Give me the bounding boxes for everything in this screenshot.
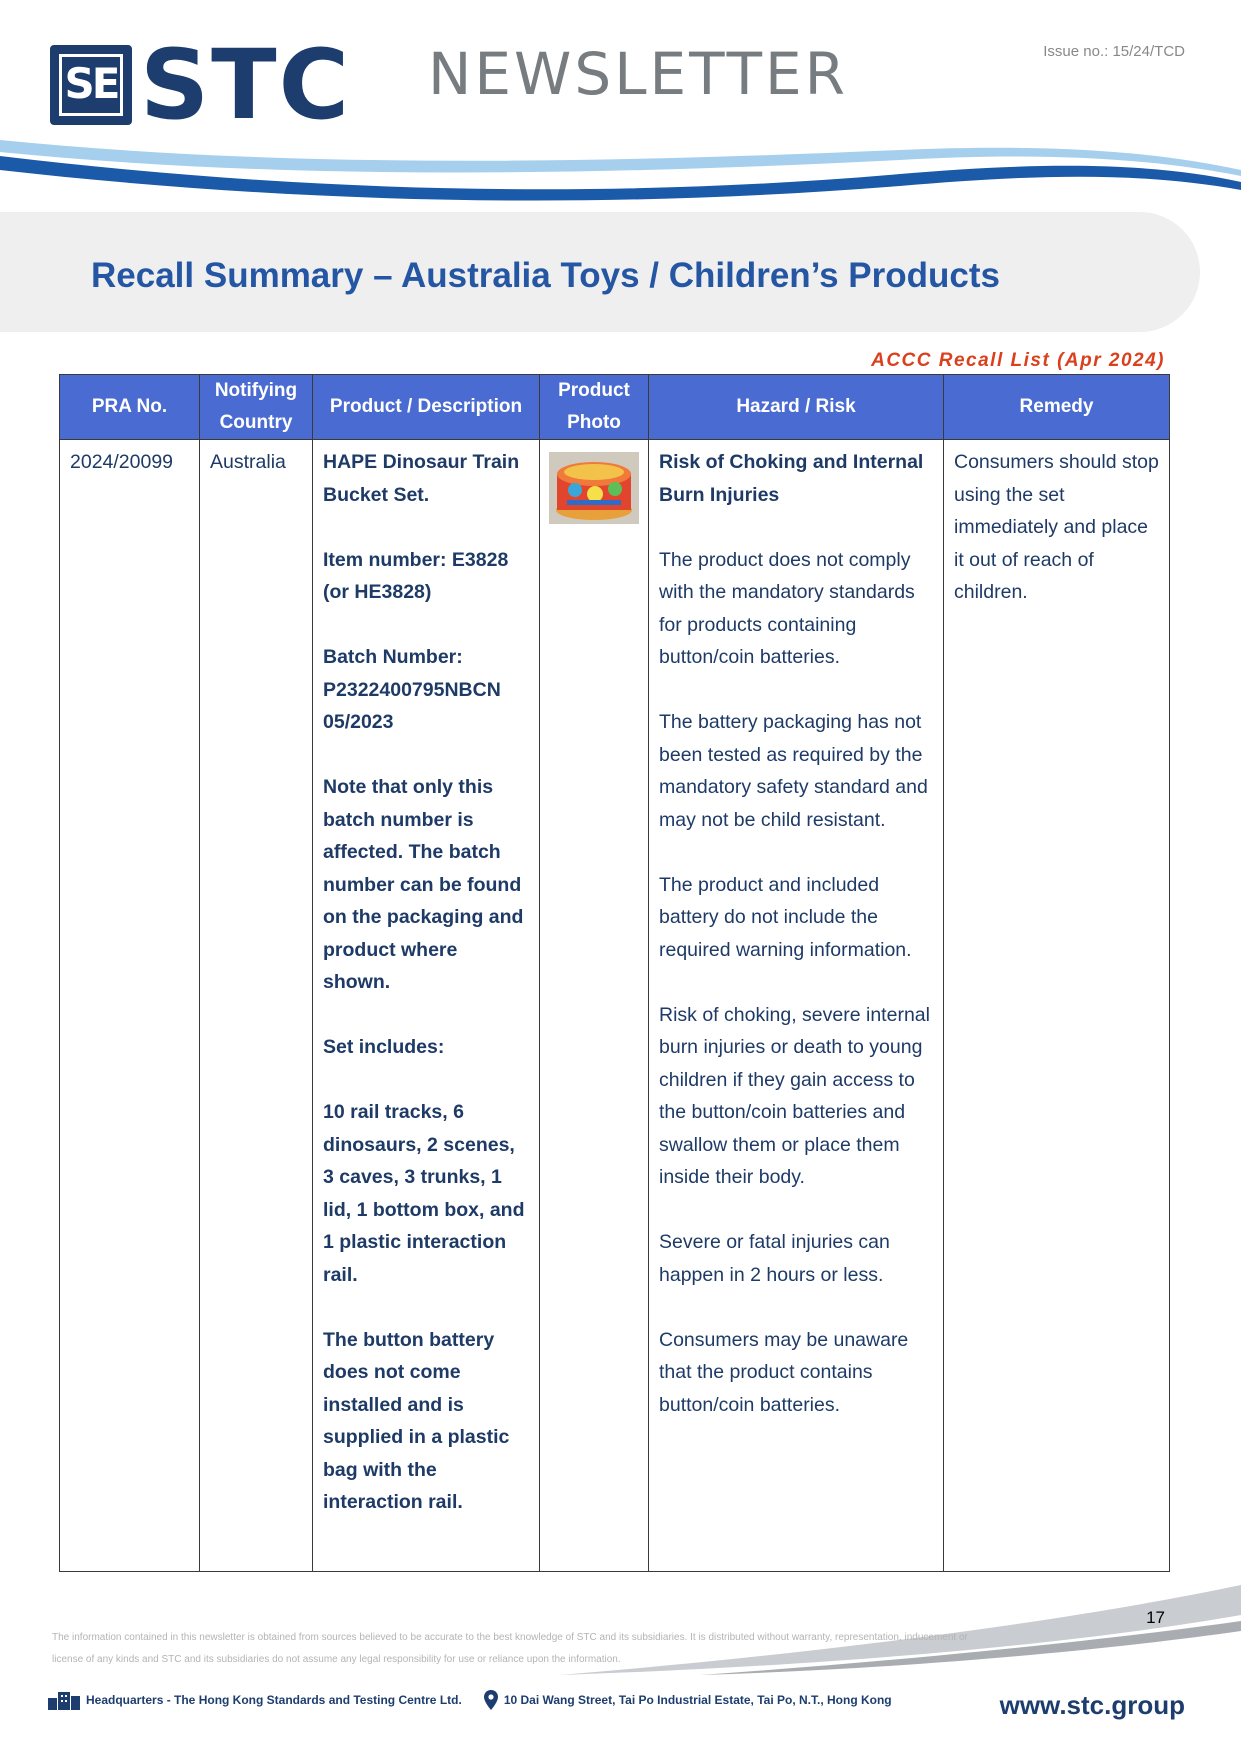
table-header-row bbox=[60, 375, 1170, 440]
cell-product-photo bbox=[540, 440, 649, 1572]
logo-mark-letters: SE bbox=[64, 59, 118, 108]
pra-number: 2024/20099 bbox=[70, 451, 174, 473]
product-batch-note: Note that only this batch number is affected. The batch number can be found on the packaging and product where shown. bbox=[323, 776, 524, 993]
product-photo-image bbox=[549, 452, 639, 524]
header-remedy: Remedy bbox=[944, 375, 1170, 440]
title-band bbox=[0, 212, 1200, 332]
location-pin-icon bbox=[484, 1690, 498, 1710]
website-link[interactable]: www.stc.group bbox=[999, 1690, 1185, 1720]
building-icon bbox=[48, 1690, 80, 1710]
footer-disclaimer: The information contained in this newsletter is obtained from sources believed to be accurate to the best knowledge of STC and its subsidiaries. It is distributed without warranty, representation, inducement or license of any kinds and STC and its subsidiaries do not assume any legal responsibility for use or reliance upon the information. bbox=[52, 1632, 968, 1665]
hazard-detail-4: Risk of choking, severe internal burn injuries or death to young children if they gain access to the button/coin batteries and swallow them or place them inside their body. bbox=[659, 1003, 930, 1188]
header-notifying-country: Notifying Country bbox=[200, 375, 313, 440]
header-hazard-risk: Hazard / Risk bbox=[649, 375, 944, 440]
header-product-description: Product / Description bbox=[313, 375, 540, 440]
remedy-text: Consumers should stop using the set immediately and place it out of reach of children. bbox=[954, 451, 1159, 603]
hazard-detail-1: The product does not comply with the mandatory standards for products containing button/coin batteries. bbox=[659, 548, 915, 668]
table-row bbox=[60, 440, 1170, 1572]
hazard-detail-6: Consumers may be unaware that the product contains button/coin batteries. bbox=[659, 1328, 909, 1416]
hazard-detail-3: The product and included battery do not include the required warning information. bbox=[659, 873, 912, 961]
product-set-contents: 10 rail tracks, 6 dinosaurs, 2 scenes, 3 caves, 3 trunks, 1 lid, 1 bottom box, and 1 plastic interaction rail. bbox=[323, 1101, 525, 1286]
address-text: 10 Dai Wang Street, Tai Po Industrial Estate, Tai Po, N.T., Hong Kong bbox=[503, 1693, 892, 1707]
product-name: HAPE Dinosaur Train Bucket Set. bbox=[323, 451, 520, 506]
product-item-number: Item number: E3828 (or HE3828) bbox=[323, 548, 509, 603]
headquarters-text: Headquarters - The Hong Kong Standards and Testing Centre Ltd. bbox=[86, 1693, 462, 1707]
hazard-detail-5: Severe or fatal injuries can happen in 2 hours or less. bbox=[659, 1231, 890, 1286]
recall-list-label: ACCC Recall List (Apr 2024) bbox=[871, 350, 1165, 371]
page-title: Recall Summary – Australia Toys / Children’s Products bbox=[91, 256, 1000, 295]
country-name: Australia bbox=[210, 451, 286, 473]
issue-number: Issue no.: 15/24/TCD bbox=[1043, 43, 1185, 60]
cell-remedy bbox=[944, 440, 1170, 1572]
header-product-photo: Product Photo bbox=[540, 375, 649, 440]
hazard-title: Risk of Choking and Internal Burn Injuries bbox=[659, 451, 924, 506]
cell-pra-no bbox=[60, 440, 200, 1572]
hazard-detail-2: The battery packaging has not been tested as required by the mandatory safety standard and may not be child resistant. bbox=[659, 711, 928, 831]
header-pra-no: PRA No. bbox=[60, 375, 200, 440]
cell-hazard-risk bbox=[649, 440, 944, 1572]
header-swoosh-graphic bbox=[0, 130, 1241, 210]
product-set-includes-label: Set includes: bbox=[323, 1036, 445, 1058]
cell-product-description bbox=[313, 440, 540, 1572]
cell-country bbox=[200, 440, 313, 1572]
product-batch-number: Batch Number: P2322400795NBCN 05/2023 bbox=[323, 646, 501, 733]
footer-headquarters-row bbox=[48, 1690, 892, 1710]
stc-logo-mark bbox=[50, 45, 132, 125]
product-battery-note: The button battery does not come installed and is supplied in a plastic bag with the interaction rail. bbox=[323, 1328, 510, 1513]
newsletter-title: NEWSLETTER bbox=[428, 40, 848, 108]
stc-logo bbox=[50, 29, 352, 141]
recall-table bbox=[59, 374, 1170, 1572]
logo-wordmark: STC bbox=[140, 29, 352, 141]
product-photo bbox=[549, 452, 639, 524]
page-number: 17 bbox=[1146, 1608, 1165, 1627]
